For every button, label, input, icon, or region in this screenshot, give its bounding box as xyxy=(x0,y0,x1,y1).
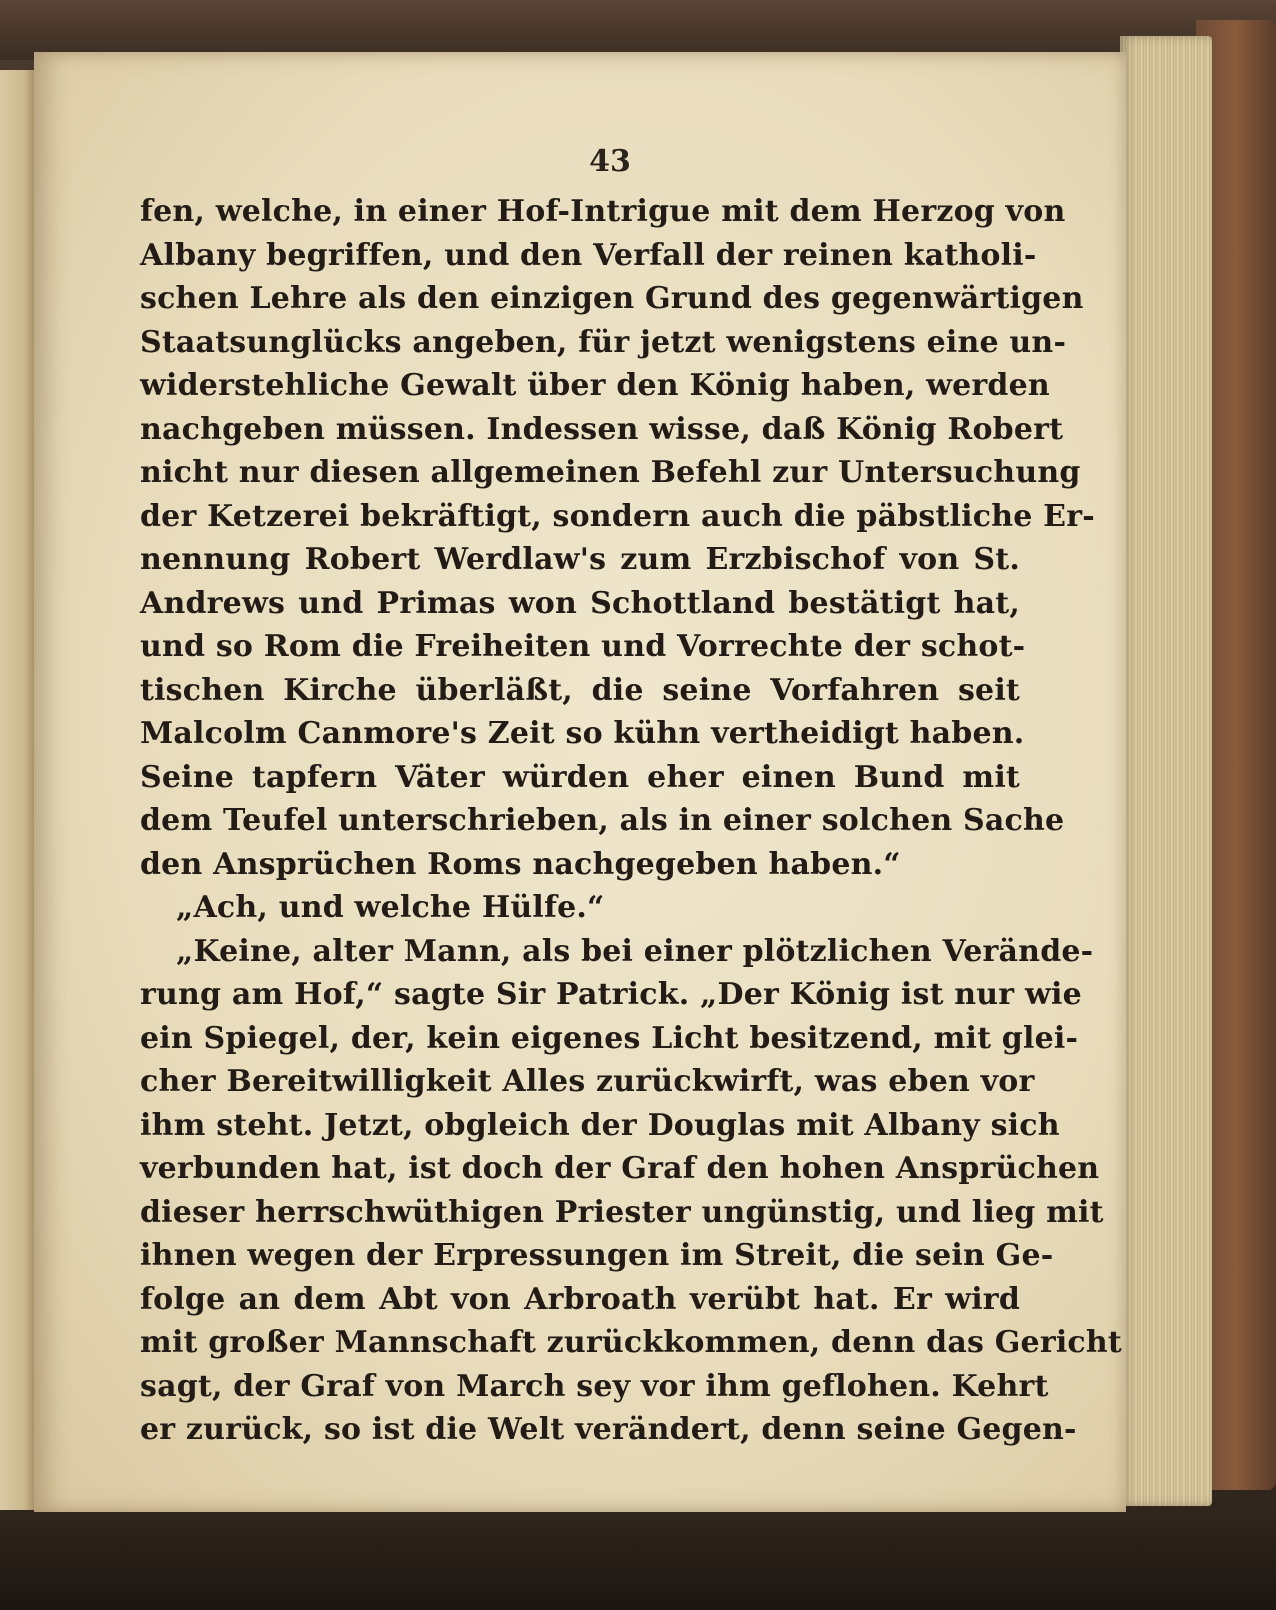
text-line: mit großer Mannschaft zurückkommen, denn das Gericht xyxy=(140,1325,1122,1360)
text-line: nachgeben müssen. Indessen wisse, daß König Robert xyxy=(140,411,1064,447)
text-line: „Keine, alter Mann, als bei einer plötzlichen Verände- xyxy=(176,933,1094,969)
book-cover-top xyxy=(0,0,1276,60)
text-line: und so Rom die Freiheiten und Vorrechte der schot- xyxy=(140,629,1026,664)
text-line: tischen Kirche überläßt, die seine Vorfahren seit xyxy=(140,672,1020,708)
text-line: ihnen wegen der Erpressungen im Streit, die sein Ge- xyxy=(140,1238,1054,1273)
text-line: den Ansprüchen Roms nachgegeben haben.“ xyxy=(140,846,901,882)
text-line: widerstehliche Gewalt über den König haben, werden xyxy=(140,368,1050,403)
text-line: ihm steht. Jetzt, obgleich der Douglas mit Albany sich xyxy=(140,1107,1060,1143)
text-line: der Ketzerei bekräftigt, sondern auch die päbstliche Er- xyxy=(140,498,1095,534)
page-edges xyxy=(1120,36,1212,1506)
text-line: nicht nur diesen allgemeinen Befehl zur Untersuchung xyxy=(140,455,1081,490)
book-page xyxy=(34,52,1126,1512)
text-line: nennung Robert Werdlaw's zum Erzbischof von St. xyxy=(140,542,1020,577)
page-text xyxy=(140,190,1122,1452)
text-line: er zurück, so ist die Welt verändert, denn seine Gegen- xyxy=(140,1412,1077,1447)
text-line: „Ach, und welche Hülfe.“ xyxy=(176,890,605,925)
page-number: 43 xyxy=(589,144,631,179)
text-line: Malcolm Canmore's Zeit so kühn vertheidigt haben. xyxy=(140,716,1025,751)
text-line: rung am Hof,“ sagte Sir Patrick. „Der König ist nur wie xyxy=(140,977,1082,1012)
text-line: Seine tapfern Väter würden eher einen Bund mit xyxy=(140,759,1020,795)
book-cover-bottom xyxy=(0,1520,1276,1610)
text-line: cher Bereitwilligkeit Alles zurückwirft, was eben vor xyxy=(140,1064,1035,1099)
text-line: ein Spiegel, der, kein eigenes Licht besitzend, mit glei- xyxy=(140,1020,1079,1056)
text-line: folge an dem Abt von Arbroath verübt hat. Er wird xyxy=(140,1281,1020,1317)
text-line: Albany begriffen, und den Verfall der reinen katholi- xyxy=(140,237,1037,273)
left-page-edge xyxy=(0,70,34,1510)
text-line: dem Teufel unterschrieben, als in einer solchen Sache xyxy=(140,803,1065,838)
text-line: verbunden hat, ist doch der Graf den hohen Ansprüchen xyxy=(140,1151,1100,1186)
text-line: fen, welche, in einer Hof-Intrigue mit dem Herzog von xyxy=(140,194,1066,229)
text-line: Andrews und Primas won Schottland bestätigt hat, xyxy=(140,585,1020,621)
text-line: dieser herrschwüthigen Priester ungünstig, und lieg mit xyxy=(140,1194,1104,1230)
text-line: schen Lehre als den einzigen Grund des gegenwärtigen xyxy=(140,281,1084,316)
text-line: sagt, der Graf von March sey vor ihm geflohen. Kehrt xyxy=(140,1368,1049,1404)
text-line: Staatsunglücks angeben, für jetzt wenigstens eine un- xyxy=(140,324,1067,360)
